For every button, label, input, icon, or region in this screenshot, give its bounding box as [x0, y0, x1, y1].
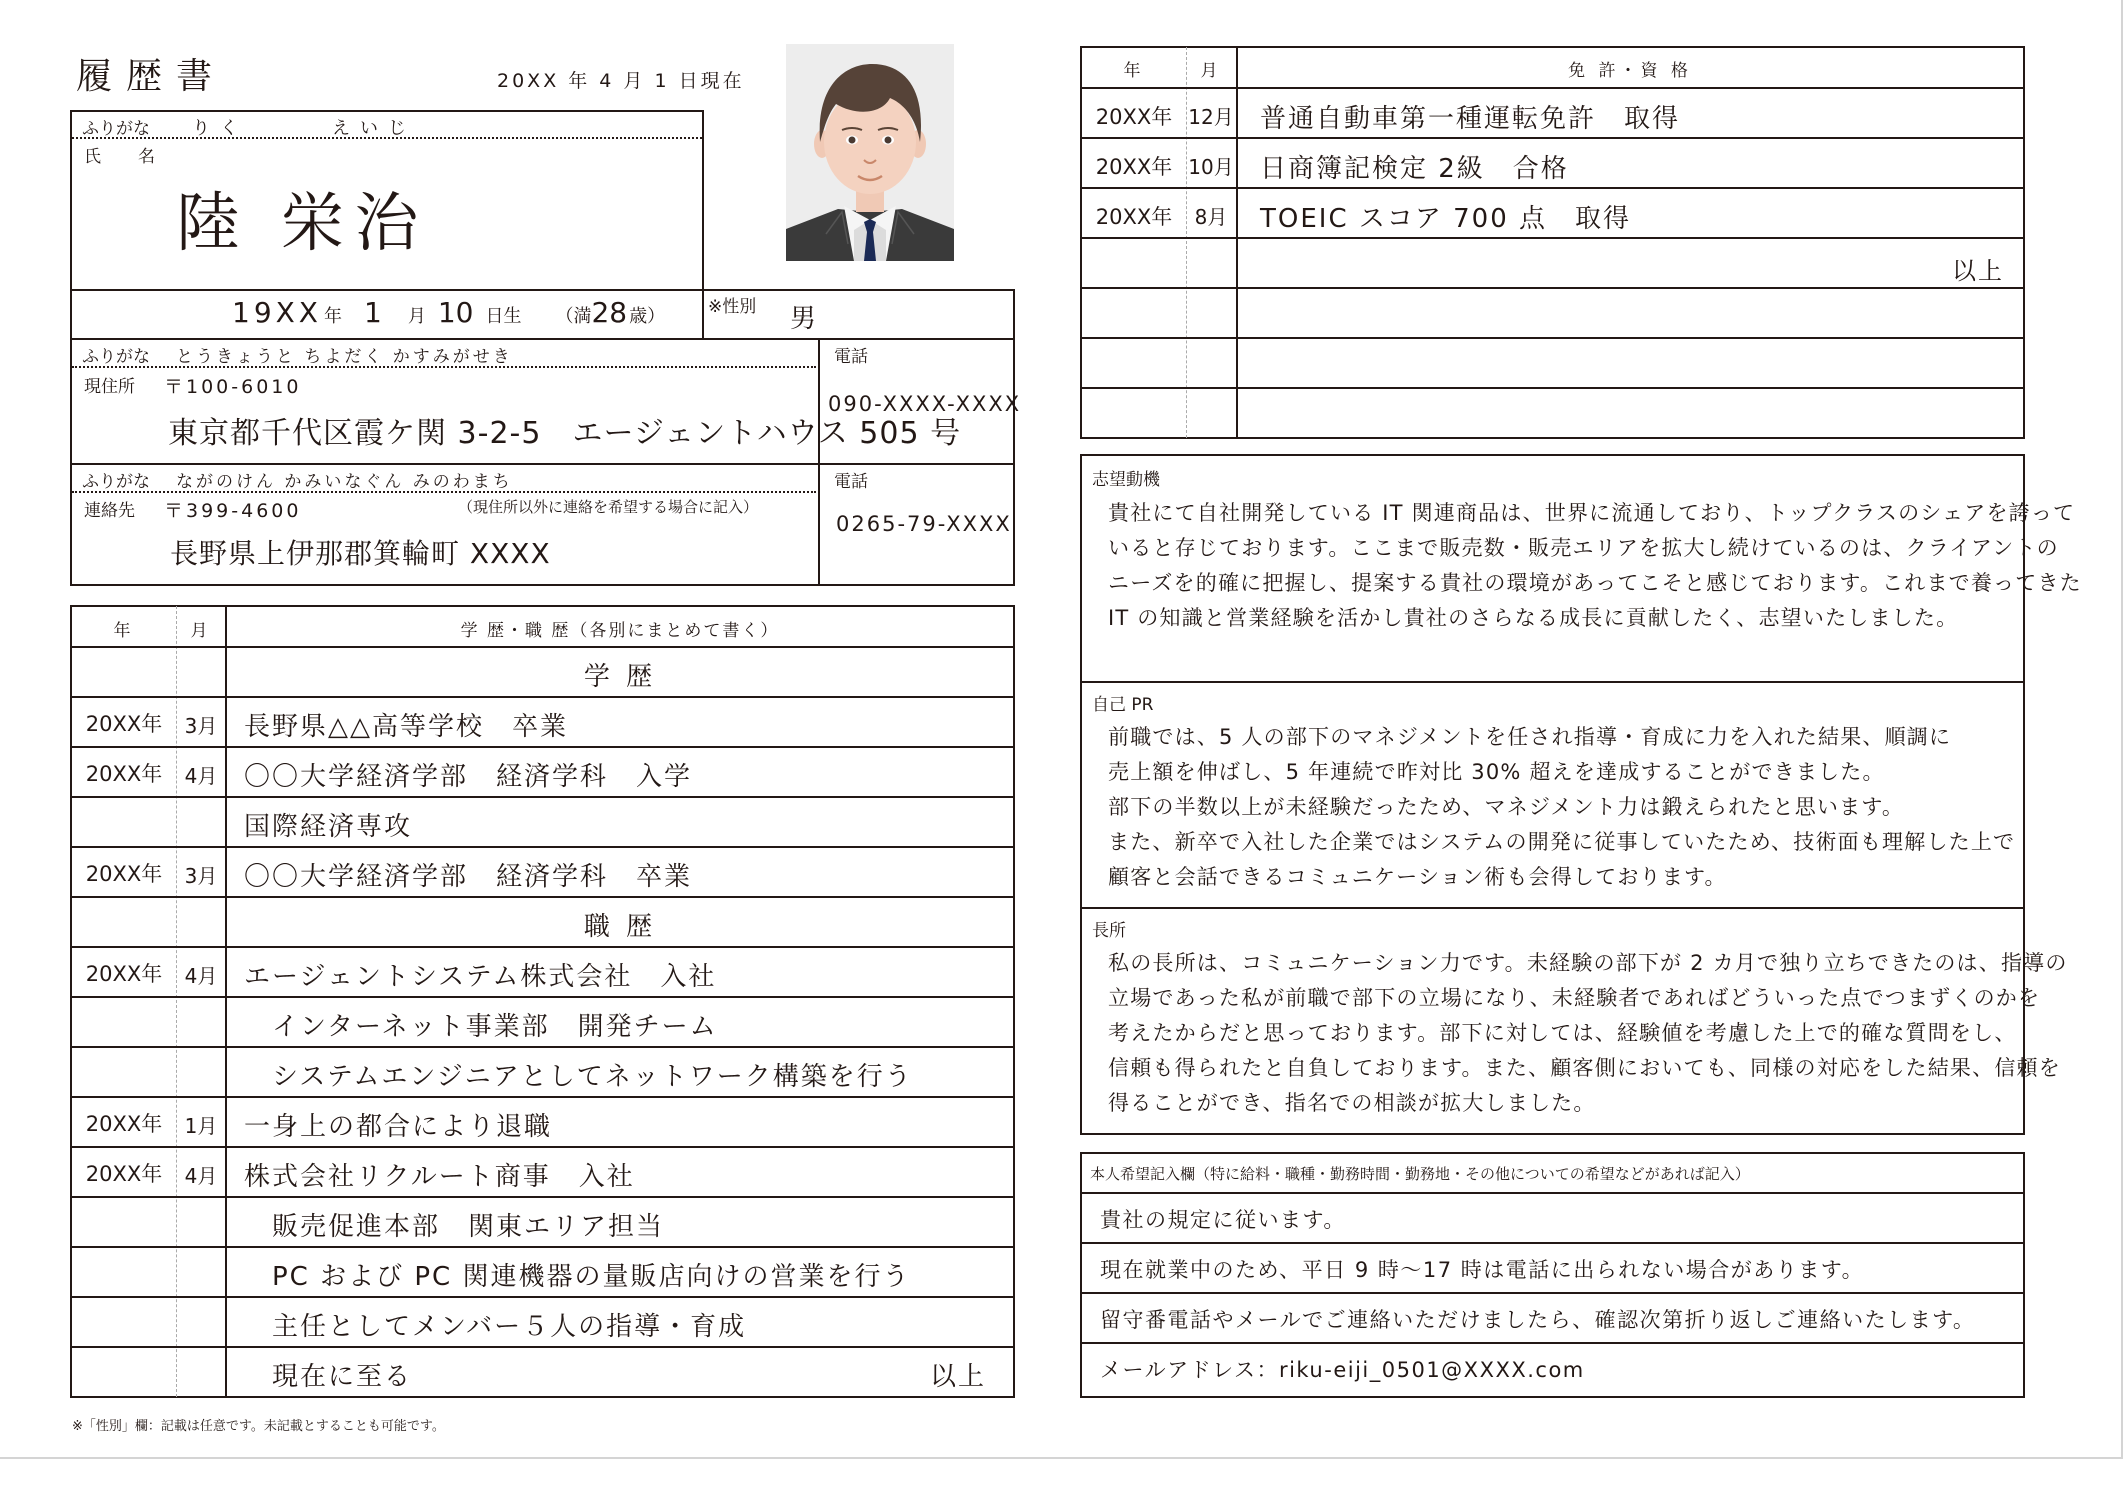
history-row-month: 3月 [184, 864, 218, 888]
self-pr-line: 売上額を伸ばし、5 年連続で昨対比 30% 超えを達成することができました。 [1108, 760, 1885, 784]
hopes-email-row: メールアドレス：riku-eiji_0501@XXXX.com [1100, 1358, 1585, 1382]
hopes-row: 留守番電話やメールでご連絡いただけましたら、確認次第折り返しご連絡いたします。 [1100, 1308, 1976, 1332]
license-row-month: 8月 [1194, 205, 1228, 229]
strengths-line: 得ることができ、指名での相談が拡大しました。 [1108, 1091, 1596, 1115]
motivation-text [1108, 496, 2082, 636]
history-header-year: 年 [113, 621, 135, 641]
hopes-label: 本人希望記入欄（特に給料・職種・勤務時間・勤務地・その他についての希望などがあれば記入） [1090, 1165, 1750, 1183]
name-furigana: りく えいじ [192, 118, 416, 139]
age-suffix: 歳） [629, 306, 666, 327]
history-row-month: 1月 [184, 1114, 218, 1138]
license-row-divider [1080, 87, 2025, 89]
address-phone: 090-XXXX-XXXX [828, 392, 1022, 416]
history-row-text: 長野県△△高等学校 卒業 [244, 712, 568, 742]
history-row-divider [70, 1246, 1015, 1248]
motivation-label: 志望動機 [1092, 470, 1160, 490]
strengths-line: 私の長所は、コミュニケーション力です。未経験の部下が 2 カ月で独り立ちできたのは、指導の [1108, 951, 2068, 975]
self-pr-text [1108, 720, 2015, 895]
birth-month: 1 [364, 296, 382, 329]
history-row-year: 20XX年 [85, 1162, 163, 1186]
license-row-month: 10月 [1188, 155, 1234, 179]
contact-postal: 〒399-4600 [164, 500, 302, 522]
history-row-divider [70, 946, 1015, 948]
history-row-text: 〇〇大学経済学部 経済学科 卒業 [244, 862, 693, 892]
birth-day: 10 [437, 296, 474, 329]
strengths-line: 信頼も得られたと自負しております。また、顧客側においても、同様の対応をした結果、信頼を [1108, 1056, 2061, 1080]
address-contact-divider [70, 463, 1015, 465]
history-end-mark: 以上 [930, 1362, 987, 1392]
address-phone-label: 電話 [834, 347, 868, 367]
license-row-divider [1080, 337, 2025, 339]
license-end-mark: 以上 [1952, 257, 2004, 285]
history-row-text: 〇〇大学経済学部 経済学科 入学 [244, 762, 693, 792]
history-section-heading: 職 歴 [583, 912, 657, 942]
hopes-header-divider [1080, 1192, 2025, 1194]
history-row-divider [70, 1196, 1015, 1198]
history-row-month: 3月 [184, 714, 218, 738]
motivation-line: IT の知識と営業経験を活かし貴社のさらなる成長に貢献したく、志望いたしました。 [1108, 606, 1959, 630]
address-furigana: とうきょうと ちよだく かすみがせき [176, 347, 513, 367]
history-row-year: 20XX年 [85, 712, 163, 736]
hopes-row-divider [1080, 1292, 2025, 1294]
history-row-divider [70, 796, 1015, 798]
history-row-year: 20XX年 [85, 762, 163, 786]
address-value: 東京都千代区霞ケ関 3-2-5 エージェントハウス 505 号 [168, 416, 962, 451]
birth-date [232, 296, 665, 329]
license-row-year: 20XX年 [1095, 105, 1173, 129]
history-row-text: 主任としてメンバー５人の指導・育成 [272, 1312, 747, 1342]
history-header-content: 学 歴・職 歴（各別にまとめて書く） [460, 621, 780, 641]
contact-phone: 0265-79-XXXX [836, 512, 1012, 536]
gender-footnote: ※「性別」欄：記載は任意です。未記載とすることも可能です。 [72, 1419, 445, 1434]
hopes-row-divider [1080, 1242, 2025, 1244]
strengths-line: 立場であった私が前職で部下の立場になり、未経験者であればどういった点でつまずくのかを [1108, 986, 2041, 1010]
license-row-text: 日商簿記検定 2級 合格 [1260, 154, 1569, 184]
furigana-label: ふりがな [82, 119, 150, 139]
contact-phone-label: 電話 [834, 472, 868, 492]
strengths-text [1108, 946, 2068, 1121]
license-row-divider [1080, 137, 2025, 139]
address-label: 現住所 [84, 377, 135, 397]
contact-value: 長野県上伊那郡箕輪町 XXXX [170, 537, 551, 570]
strengths-label: 長所 [1092, 921, 1126, 941]
license-row-text: TOEIC スコア 700 点 取得 [1260, 204, 1632, 234]
history-row-month: 4月 [184, 964, 218, 988]
furigana-divider [72, 137, 702, 139]
contact-label: 連絡先 [84, 501, 135, 521]
history-header-month: 月 [190, 621, 212, 641]
license-row-divider [1080, 187, 2025, 189]
history-row-text: インターネット事業部 開発チーム [272, 1012, 718, 1042]
history-section-heading: 学 歴 [583, 662, 657, 692]
birth-year-unit: 年 [324, 306, 342, 327]
contact-note: （現住所以外に連絡を希望する場合に記入） [458, 498, 759, 516]
license-row-divider [1080, 387, 2025, 389]
age-value: 28 [591, 296, 628, 329]
license-row-text: 普通自動車第一種運転免許 取得 [1260, 104, 1681, 134]
gender-value: 男 [790, 304, 817, 334]
motivation-line: いると存じております。ここまで販売数・販売エリアを拡大し続けているのは、クライアントの [1108, 536, 2059, 560]
history-row-text: 国際経済専攻 [244, 812, 413, 842]
history-row-year: 20XX年 [85, 1112, 163, 1136]
person-avatar-icon [786, 44, 954, 261]
history-row-divider [70, 746, 1015, 748]
address-furigana-divider [72, 366, 816, 368]
history-row-divider [70, 1346, 1015, 1348]
birth-day-unit: 日生 [485, 306, 522, 327]
gender-divider [702, 289, 704, 340]
licenses-date-content-divider [1236, 47, 1238, 438]
birth-year: 19XX [232, 296, 322, 329]
history-row-divider [70, 1146, 1015, 1148]
history-row-divider [70, 1296, 1015, 1298]
history-row-year: 20XX年 [85, 962, 163, 986]
history-row-year: 20XX年 [85, 862, 163, 886]
motivation-line: ニーズを的確に把握し、提案する貴社の環境があってこそと感じております。これまで養ってきた [1108, 571, 2082, 595]
contact-furigana: ながのけん かみいなぐん みのわまち [176, 472, 513, 492]
history-row-text: 販売促進本部 関東エリア担当 [272, 1212, 665, 1242]
license-row-divider [1080, 237, 2025, 239]
address-furigana-label: ふりがな [82, 347, 150, 367]
strengths-line: 考えたからだと思っております。部下に対しては、経験値を考慮した上で的確な質問をし、 [1108, 1021, 2017, 1045]
self-pr-line: 部下の半数以上が未経験だったため、マネジメント力は鍛えられたと思います。 [1108, 795, 1905, 819]
history-row-divider [70, 896, 1015, 898]
birth-month-unit: 月 [407, 306, 426, 327]
document-title: 履歴書 [76, 56, 227, 97]
licenses-header-month: 月 [1200, 61, 1222, 81]
history-row-divider [70, 696, 1015, 698]
history-row-divider [70, 996, 1015, 998]
history-row-month: 4月 [184, 1164, 218, 1188]
history-row-text: 株式会社リクルート商事 入社 [244, 1162, 635, 1192]
motivation-line: 貴社にて自社開発している IT 関連商品は、世界に流通しており、トップクラスのシェアを誇って [1108, 501, 2076, 525]
licenses-header-content: 免 許・資 格 [1568, 61, 1692, 81]
history-row-text: 一身上の都合により退職 [244, 1112, 553, 1142]
phone-column-divider [818, 338, 820, 586]
id-photo [786, 44, 954, 261]
history-row-month: 4月 [184, 764, 218, 788]
history-row-divider [70, 1046, 1015, 1048]
motivation-pr-divider [1080, 681, 2025, 683]
license-row-year: 20XX年 [1095, 205, 1173, 229]
full-name: 陸 栄治 [176, 187, 429, 261]
history-row-text: PC および PC 関連機器の量販店向けの営業を行う [272, 1262, 911, 1292]
licenses-header-year: 年 [1123, 61, 1145, 81]
hopes-row-divider [1080, 1342, 2025, 1344]
history-row-divider [70, 1096, 1015, 1098]
history-row-text: 現在に至る [272, 1362, 413, 1392]
self-pr-line: 顧客と会話できるコミュニケーション術も会得しております。 [1108, 865, 1727, 889]
history-row-divider [70, 846, 1015, 848]
self-pr-line: 前職では、5 人の部下のマネジメントを任され指導・育成に力を入れた結果、順調に [1108, 725, 1952, 749]
pr-strengths-divider [1080, 907, 2025, 909]
hopes-row: 現在就業中のため、平日 9 時〜17 時は電話に出られない場合があります。 [1100, 1258, 1865, 1282]
hopes-row: 貴社の規定に従います。 [1100, 1208, 1346, 1232]
license-row-divider [1080, 287, 2025, 289]
age-prefix: （満 [555, 306, 592, 327]
name-label: 氏 名 [84, 147, 165, 167]
license-row-year: 20XX年 [1095, 155, 1173, 179]
history-row-divider [70, 646, 1015, 648]
contact-furigana-divider [72, 491, 816, 493]
self-pr-label: 自己 PR [1092, 695, 1154, 715]
as-of-date: 20XX 年 4 月 1 日現在 [497, 70, 745, 92]
history-row-text: エージェントシステム株式会社 入社 [244, 962, 717, 992]
gender-label: ※性別 [708, 297, 757, 317]
self-pr-line: また、新卒で入社した企業ではシステムの開発に従事していたため、技術面も理解した上で [1108, 830, 2016, 854]
license-row-month: 12月 [1188, 105, 1234, 129]
address-postal: 〒100-6010 [164, 376, 302, 398]
history-row-text: システムエンジニアとしてネットワーク構築を行う [272, 1062, 913, 1092]
contact-furigana-label: ふりがな [82, 472, 150, 492]
